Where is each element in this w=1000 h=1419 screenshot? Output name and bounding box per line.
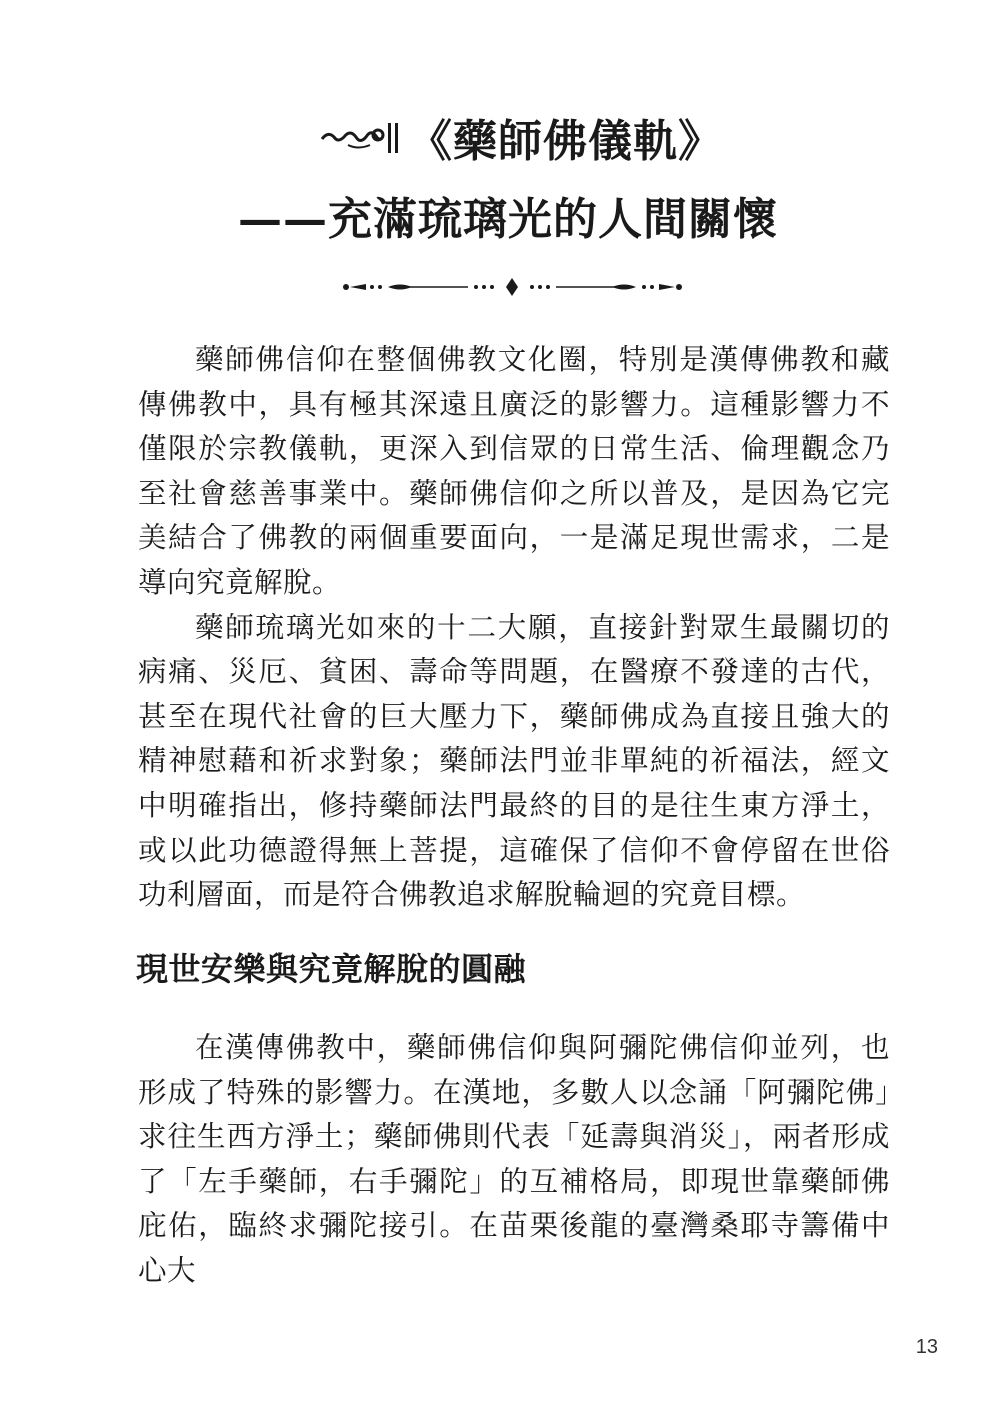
title-line-2: ——充滿琉璃光的人間關懷 [238, 194, 778, 245]
section-body-text [138, 1026, 890, 1294]
ornamental-divider-icon [340, 276, 685, 298]
flourish-ornament-icon [318, 117, 404, 157]
paragraph: 在漢傳佛教中，藥師佛信仰與阿彌陀佛信仰並列，也形成了特殊的影響力。在漢地，多數人以念誦「阿彌陀佛」求往生西方淨土；藥師佛則代表「延壽與消災」，兩者形成了「左手藥師，右手彌陀」的互補格局，即現世靠藥師佛庇佑，臨終求彌陀接引。在苗栗後龍的臺灣桑耶寺籌備中心大 [138, 1031, 890, 1287]
title-line-1 [318, 107, 723, 167]
paragraph: 藥師佛信仰在整個佛教文化圈，特別是漢傳佛教和藏傳佛教中，具有極其深遠且廣泛的影響力。這種影響力不僅限於宗教儀軌，更深入到信眾的日常生活、倫理觀念乃至社會慈善事業中。藥師佛信仰之所以普及，是因為它完美結合了佛教的兩個重要面向，一是滿足現世需求，二是導向究竟解脫。 [138, 343, 890, 599]
paragraph: 藥師琉璃光如來的十二大願，直接針對眾生最關切的病痛、災厄、貧困、壽命等問題，在醫療不發達的古代，甚至在現代社會的巨大壓力下，藥師佛成為直接且強大的精神慰藉和祈求對象；藥師法門並非單純的祈福法，經文中明確指出，修持藥師法門最終的目的是往生東方淨土，或以此功德證得無上菩提，這確保了信仰不會停留在世俗功利層面，而是符合佛教追求解脫輪迴的究竟目標。 [138, 610, 890, 912]
section-heading: 現世安樂與究竟解脫的圓融 [136, 950, 527, 988]
body-text [138, 338, 890, 918]
page-number: 13 [915, 1336, 938, 1358]
title-text-1: 《藥師佛儀軌》 [408, 116, 723, 167]
